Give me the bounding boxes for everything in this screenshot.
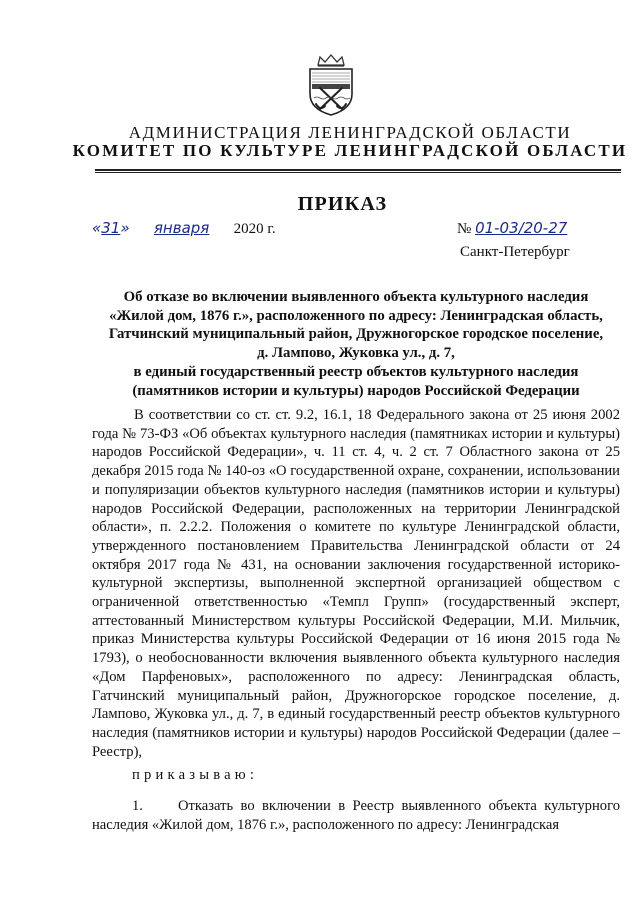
number-value: 01-03/20-27: [475, 219, 568, 237]
date-open-quote: «: [92, 219, 102, 237]
committee-name: КОМИТЕТ ПО КУЛЬТУРЕ ЛЕНИНГРАДСКОЙ ОБЛАСТИ: [72, 141, 628, 160]
document-subject: [92, 288, 620, 400]
subject-line: «Жилой дом, 1876 г.», расположенного по адресу: Ленинградская область,: [109, 307, 603, 324]
document-title: ПРИКАЗ: [297, 193, 388, 215]
date-year: 2020 г.: [233, 221, 276, 237]
item-number: 1.: [132, 798, 143, 814]
header-divider-thin: [95, 172, 621, 173]
coat-of-arms-emblem: [306, 54, 356, 117]
order-word: приказываю:: [132, 767, 259, 783]
subject-line: д. Лампово, Жуковка ул., д. 7,: [257, 345, 455, 362]
order-item-1: [92, 797, 620, 834]
date-month: января: [153, 219, 210, 237]
document-date: [92, 219, 276, 238]
subject-line: (памятников истории и культуры) народов Российской Федерации: [132, 382, 580, 399]
preamble-paragraph: В соответствии со ст. ст. 9.2, 16.1, 18 Федерального закона от 25 июня 2002 года № 73-ФЗ «Об объектах культурного наследия (памятниках истории и культуры) народов Российской Федерации», ч. 11 ст. 4, ч. 2 ст. 7 Областного закона от 25 декабря 2015 года № 140-оз «О государственной охране, сохранении, использовании и популяризации объектов культурного наследия (памятников истории и культуры) народов Российской Федерации, расположенных на территории Ленинградской области», п. 2.2.2. Положения о комитете по культуре Ленинградской области, утвержденного постановлением Правительства Ленинградской области от 24 октября 2017 года № 431, на основании заключения государственной историко-культурной экспертизы, выполненной экспертной организацией обществом с ограниченной ответственностью «Темпл Групп» (государственный эксперт, аттестованный Министерством культуры Российской Федерации, М.И. Мильчик, приказ Министерства культуры Российской Федерации от 16 июня 2015 года № 1793), о необоснованности включения выявленного объекта культурного наследия «Дом Парфеновых», расположенного по адресу: Ленинградская область, Гатчинский муниципальный район, Дружногорское городское поселение, д. Лампово, Жуковка ул., д. 7, в единый государственный реестр объектов культурного наследия (памятников истории и культуры) народов Российской Федерации (далее – Реестр),: [92, 407, 620, 760]
date-day: 31: [101, 219, 121, 237]
subject-line: Об отказе во включении выявленного объекта культурного наследия: [123, 289, 589, 305]
item-text: Отказать во включении в Реестр выявленного объекта культурного наследия «Жилой дом, 1876 г.», расположенного по адресу: Ленинградская: [92, 798, 620, 833]
administration-name: АДМИНИСТРАЦИЯ ЛЕНИНГРАДСКОЙ ОБЛАСТИ: [128, 123, 572, 142]
subject-line: в единый государственный реестр объектов культурного наследия: [133, 363, 579, 380]
header-divider: [95, 169, 621, 171]
date-close-quote: »: [120, 219, 130, 237]
document-city: Санкт-Петербург: [460, 244, 570, 260]
subject-line: Гатчинский муниципальный район, Дружногорское городское поселение,: [108, 326, 604, 343]
document-number: [457, 219, 595, 238]
number-prefix: №: [457, 221, 472, 237]
